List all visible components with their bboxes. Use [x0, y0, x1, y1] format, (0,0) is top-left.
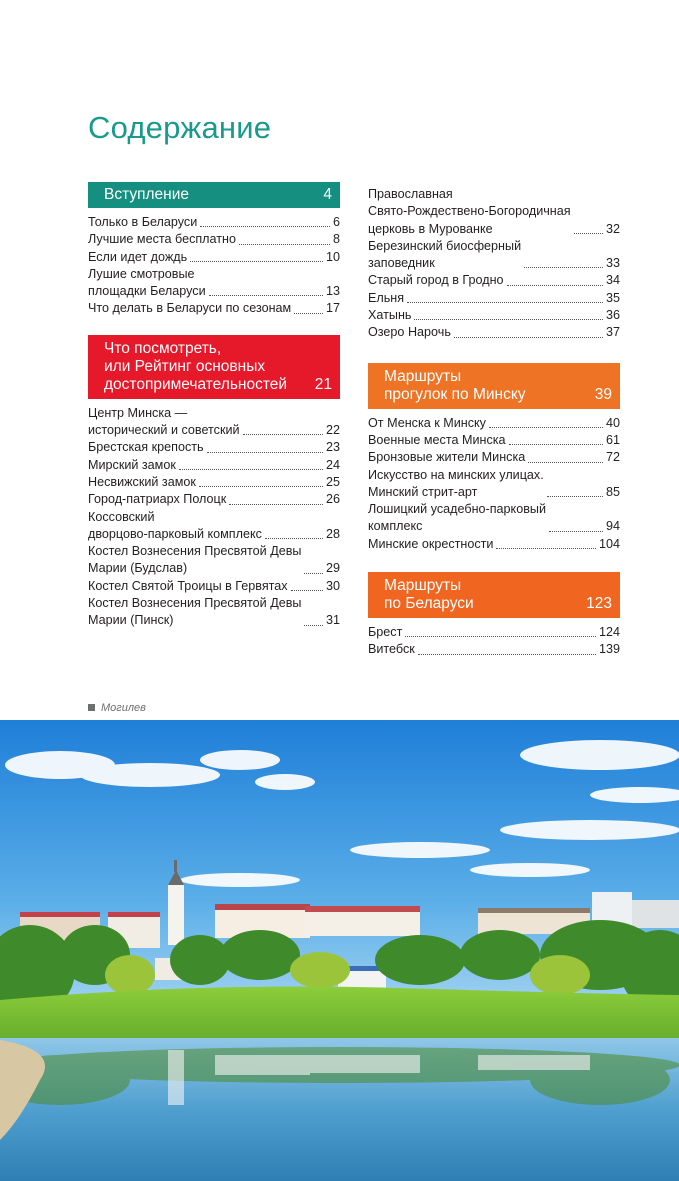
toc-entry[interactable] — [368, 641, 620, 658]
toc-entry-page: 37 — [605, 325, 620, 340]
toc-entry-title: Брестская крепость — [88, 440, 204, 455]
toc-entry-page: 139 — [598, 642, 620, 657]
toc-entry-title: Военные места Минска — [368, 432, 506, 447]
section-header-sights[interactable] — [88, 335, 340, 399]
photo-caption — [88, 702, 146, 714]
toc-entry-title: Что делать в Беларуси по сезонам — [88, 301, 292, 316]
toc-entry[interactable] — [368, 449, 620, 466]
toc-entry-title: Костел Вознесения Пресвятой Девы Марии (Пинск) — [88, 596, 302, 628]
leader-dots — [418, 654, 596, 655]
leader-dots — [291, 590, 323, 591]
caption-text: Могилев — [101, 702, 146, 714]
section-title: Маршруты прогулок по Минску — [384, 367, 526, 403]
leader-dots — [265, 538, 323, 539]
toc-entry[interactable] — [88, 578, 340, 595]
toc-entry-page: 40 — [605, 415, 620, 430]
toc-entry-title: Озеро Нарочь — [368, 325, 451, 340]
toc-entry[interactable] — [88, 491, 340, 508]
toc-entry[interactable] — [88, 509, 340, 544]
toc-entry[interactable] — [88, 595, 340, 630]
toc-entry[interactable] — [368, 432, 620, 449]
toc-entry-page: 85 — [605, 484, 620, 499]
toc-entry-title: Костел Святой Троицы в Гервятах — [88, 578, 288, 593]
toc-entry-page: 104 — [598, 536, 620, 551]
toc-entry-title: Город-патриарх Полоцк — [88, 492, 227, 507]
leader-dots — [239, 244, 330, 245]
toc-entry-title: Лошицкий усадебно-парковый комплекс — [368, 502, 546, 534]
section-page-number: 39 — [594, 385, 612, 403]
toc-entry-title: Костел Вознесения Пресвятой Девы Марии (Будслав) — [88, 544, 302, 576]
toc-entry-page: 10 — [325, 249, 340, 264]
toc-entry[interactable] — [88, 231, 340, 248]
toc-entry-page: 94 — [605, 519, 620, 534]
toc-entry-title: Бронзовые жители Минска — [368, 450, 526, 465]
toc-entry[interactable] — [368, 624, 620, 641]
leader-dots — [507, 285, 603, 286]
toc-entry-list — [88, 405, 340, 630]
toc-entry-page: 33 — [605, 256, 620, 271]
toc-entry-title: Брест — [368, 625, 403, 640]
leader-dots — [524, 267, 603, 268]
leader-dots — [200, 226, 330, 227]
section-page-number: 21 — [314, 375, 332, 393]
section-header-belarus-routes[interactable] — [368, 572, 620, 618]
toc-entry-title: Лушие смотровые площадки Беларуси — [88, 266, 206, 299]
toc-entry-title: Лучшие места бесплатно — [88, 232, 236, 247]
mogilev-photo — [0, 720, 679, 1181]
toc-entry-page: 6 — [332, 215, 340, 229]
toc-entry-page: 28 — [325, 526, 340, 541]
toc-entry-page: 26 — [325, 492, 340, 507]
toc-entry-title: Минские окрестности — [368, 536, 494, 551]
toc-entry-title: Березинский биосферный заповедник — [368, 238, 522, 271]
toc-entry[interactable] — [88, 249, 340, 266]
leader-dots — [243, 434, 323, 435]
toc-entry[interactable] — [368, 324, 620, 341]
toc-entry-title: Несвижский замок — [88, 474, 196, 489]
leader-dots — [179, 469, 323, 470]
toc-entry[interactable] — [88, 543, 340, 578]
toc-entry-list — [368, 186, 620, 342]
toc-entry-page: 22 — [325, 423, 340, 438]
toc-entry-list — [368, 624, 620, 659]
toc-entry[interactable] — [88, 405, 340, 440]
toc-entry[interactable] — [88, 214, 340, 231]
section-header-intro[interactable] — [88, 182, 340, 208]
toc-entry[interactable] — [368, 307, 620, 324]
toc-entry[interactable] — [368, 238, 620, 273]
leader-dots — [190, 261, 323, 262]
leader-dots — [509, 444, 603, 445]
leader-dots — [414, 319, 603, 320]
toc-entry[interactable] — [88, 439, 340, 456]
toc-entry-title: Только в Беларуси — [88, 215, 198, 229]
toc-entry-page: 24 — [325, 457, 340, 472]
leader-dots — [229, 504, 323, 505]
toc-entry[interactable] — [368, 415, 620, 432]
toc-entry-page: 23 — [325, 440, 340, 455]
section-page-number: 4 — [323, 186, 332, 203]
leader-dots — [304, 625, 323, 626]
toc-entry-title: Витебск — [368, 642, 415, 657]
toc-entry[interactable] — [88, 266, 340, 301]
leader-dots — [207, 452, 323, 453]
toc-entry-page: 72 — [605, 450, 620, 465]
section-title: Маршруты по Беларуси — [384, 577, 474, 613]
toc-right-column — [368, 186, 620, 659]
leader-dots — [528, 462, 603, 463]
page-title: Содержание — [88, 110, 272, 145]
toc-entry[interactable] — [368, 501, 620, 536]
toc-left-column — [88, 182, 340, 630]
toc-entry[interactable] — [368, 467, 620, 502]
section-title: Вступление — [104, 186, 190, 203]
toc-entry-title: Коссовский дворцово-парковый комплекс — [88, 509, 262, 541]
toc-entry-title: Ельня — [368, 290, 405, 305]
leader-dots — [549, 531, 603, 532]
toc-entry-page: 124 — [598, 625, 620, 640]
caption-square-icon — [88, 704, 95, 711]
toc-entry-page: 17 — [325, 301, 340, 316]
toc-entry-page: 13 — [325, 284, 340, 299]
leader-dots — [199, 486, 323, 487]
toc-entry-title: Центр Минска — исторический и советский — [88, 405, 240, 438]
toc-entry-page: 30 — [325, 578, 340, 593]
leader-dots — [407, 302, 603, 303]
toc-entry[interactable] — [88, 457, 340, 474]
leader-dots — [304, 573, 323, 574]
toc-entry-page: 31 — [325, 613, 340, 628]
leader-dots — [454, 337, 603, 338]
toc-entry-page: 25 — [325, 474, 340, 489]
toc-entry-page: 32 — [605, 221, 620, 236]
toc-entry-list — [368, 415, 620, 553]
toc-entry-title: Хатынь — [368, 308, 412, 323]
toc-entry[interactable] — [368, 536, 620, 553]
toc-entry-title: Искусство на минских улицах. Минский стрит-арт — [368, 467, 544, 499]
leader-dots — [547, 496, 603, 497]
toc-entry-title: От Менска к Минску — [368, 415, 486, 430]
toc-entry[interactable] — [368, 290, 620, 307]
toc-entry-page: 36 — [605, 308, 620, 323]
toc-entry[interactable] — [88, 474, 340, 491]
section-page-number: 123 — [586, 595, 612, 613]
toc-entry[interactable] — [368, 186, 620, 238]
section-header-minsk-walks[interactable] — [368, 363, 620, 409]
toc-entry[interactable] — [88, 300, 340, 317]
leader-dots — [496, 548, 596, 549]
toc-entry-title: Мирский замок — [88, 457, 176, 472]
toc-entry-page: 35 — [605, 290, 620, 305]
toc-entry[interactable] — [368, 272, 620, 289]
toc-entry-page: 8 — [332, 232, 340, 247]
toc-entry-title: Православная Свято-Рождествено-Богородичная церковь в Мурованке — [368, 187, 571, 236]
toc-entry-page: 34 — [605, 273, 620, 288]
toc-entry-list — [88, 214, 340, 318]
toc-entry-page: 61 — [605, 432, 620, 447]
leader-dots — [405, 636, 596, 637]
leader-dots — [209, 295, 323, 296]
leader-dots — [294, 313, 323, 314]
leader-dots — [574, 233, 603, 234]
leader-dots — [489, 427, 603, 428]
toc-entry-title: Если идет дождь — [88, 249, 188, 264]
toc-entry-title: Старый город в Гродно — [368, 273, 504, 288]
section-title: Что посмотреть, или Рейтинг основных достопримечательностей — [104, 339, 288, 393]
toc-entry-page: 29 — [325, 561, 340, 576]
